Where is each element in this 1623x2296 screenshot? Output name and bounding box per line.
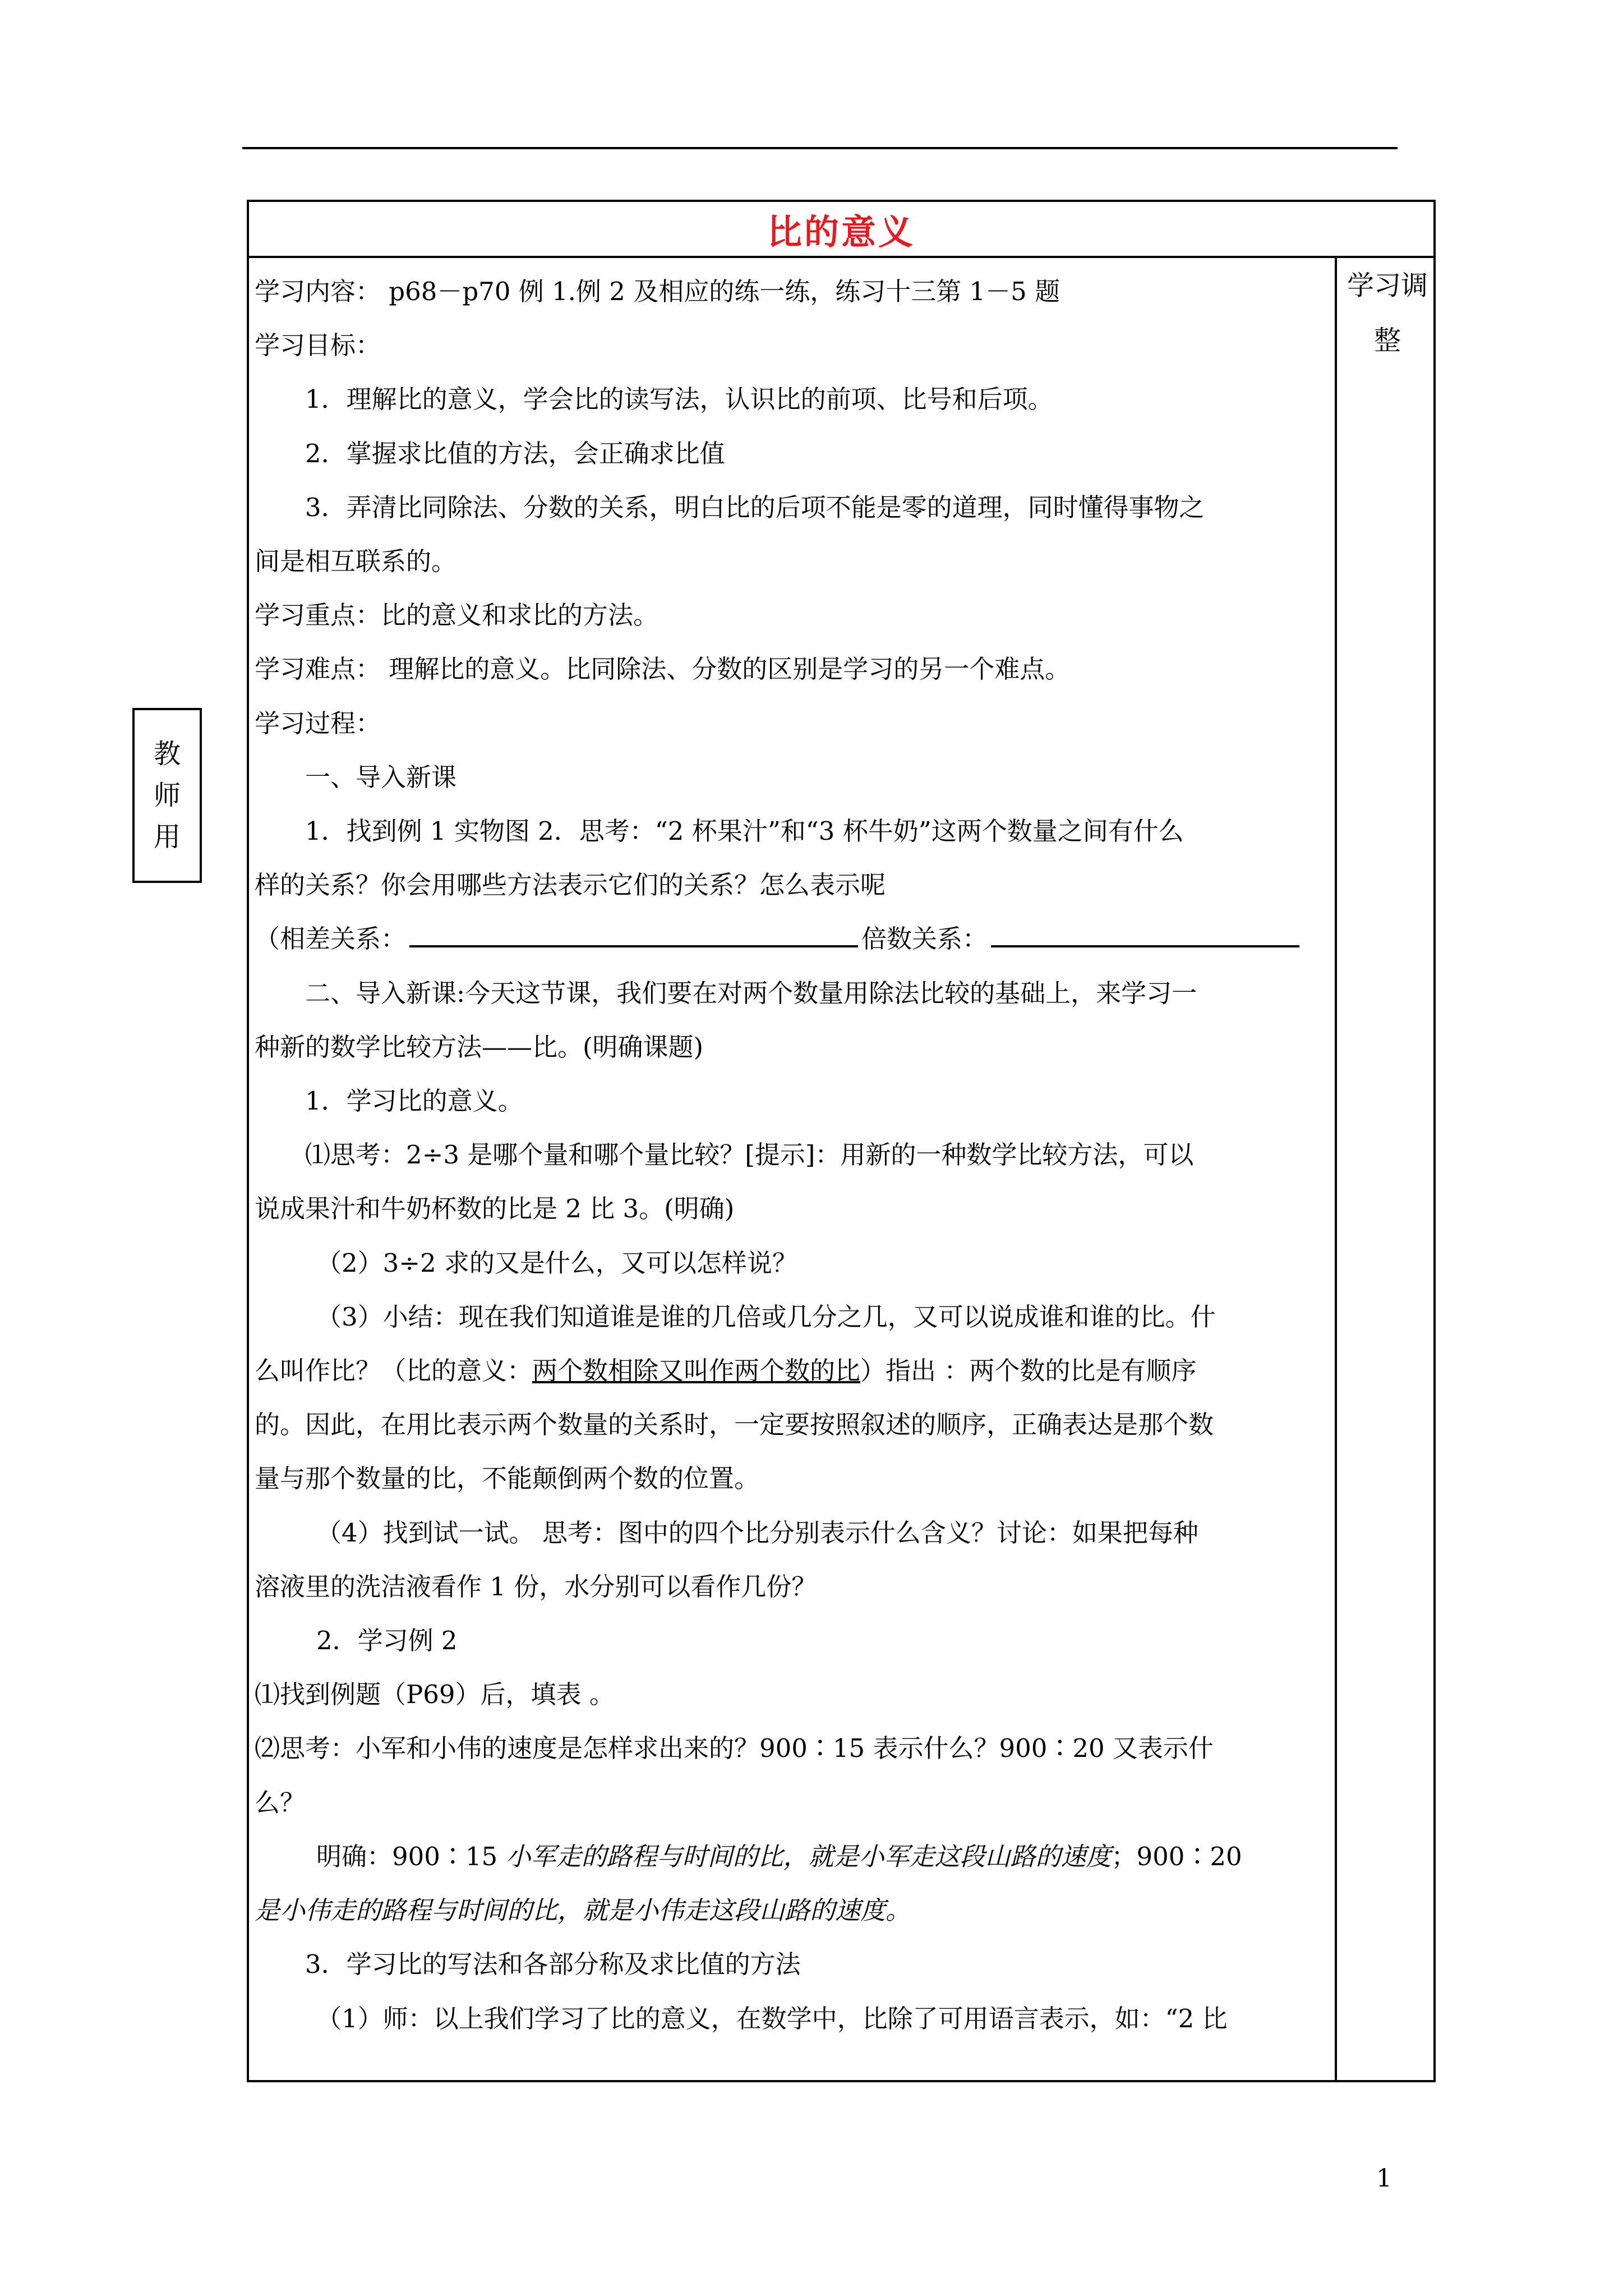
adjustment-header-line: 学习调	[1347, 270, 1428, 301]
paragraph-line: 说成果汁和牛奶杯数的比是 2 比 3。(明确)	[255, 1194, 735, 1224]
clarification-line	[255, 1830, 1331, 1884]
ratio-definition: 两个数相除又叫作两个数的比	[532, 1356, 861, 1386]
lesson-title: 比的意义	[767, 211, 915, 252]
fill-in-line	[255, 912, 1331, 966]
definition-suffix: ）指出 ：两个数的比是有顺序	[860, 1356, 1197, 1386]
lesson-content	[255, 265, 1331, 2046]
subsection-heading: 2．学习例 2	[316, 1626, 458, 1656]
goal-item: 2．掌握求比值的方法，会正确求比值	[305, 438, 725, 468]
paragraph-line: ⑴思考：2÷3 是哪个量和哪个量比较？[提示]：用新的一种数学比较方法，可以	[305, 1140, 1194, 1170]
side-label-char: 师	[153, 780, 181, 811]
key-point-line: 学习重点：比的意义和求比的方法。	[255, 600, 659, 631]
paragraph-line: 种新的数学比较方法——比。(明确课题)	[255, 1032, 704, 1062]
clarification-italic: 小军走的路程与时间的比，就是小军走这段山路的速度	[505, 1841, 1112, 1871]
lesson-table	[247, 200, 1436, 2082]
goal-item-continued: 间是相互联系的。	[255, 546, 457, 577]
paragraph-line: ⑴找到例题（P69）后，填表 。	[255, 1680, 615, 1710]
paragraph-line: 样的关系？你会用哪些方法表示它们的关系？怎么表示呢	[255, 870, 886, 900]
paragraph-line: 的。因此，在用比表示两个数量的关系时，一定要按照叙述的顺序，正确表达是那个数	[255, 1410, 1214, 1440]
paragraph-line: 溶液里的洗洁液看作 1 份，水分别可以看作几份？	[255, 1571, 817, 1602]
title-row	[249, 202, 1433, 258]
paragraph-line: 1．找到例 1 实物图 2．思考：“2 杯果汁”和“3 杯牛奶”这两个数量之间有什么	[305, 816, 1184, 846]
subsection-heading: 3．学习比的写法和各部分称及求比值的方法	[305, 1949, 801, 1980]
page-number: 1	[1376, 2164, 1392, 2193]
subsection-heading: 1．学习比的意义。	[305, 1086, 523, 1116]
difficulty-line: 学习难点： 理解比的意义。比同除法、分数的区别是学习的另一个难点。	[255, 654, 1071, 684]
section-heading: 二、导入新课:今天这节课，我们要在对两个数量用除法比较的基础上，来学习一	[305, 978, 1197, 1008]
definition-line	[255, 1344, 1331, 1398]
paragraph-line: （2）3÷2 求的又是什么，又可以怎样说？	[316, 1248, 797, 1278]
paragraph-line: （4）找到试一试。 思考：图中的四个比分别表示什么含义？讨论：如果把每种	[316, 1517, 1198, 1548]
section-heading: 一、导入新课	[305, 762, 457, 792]
goals-heading: 学习目标：	[255, 330, 381, 361]
difference-relation-blank[interactable]	[409, 919, 858, 947]
goal-item: 3．弄清比同除法、分数的关系，明白比的后项不能是零的道理，同时懂得事物之	[305, 492, 1205, 522]
multiple-relation-blank[interactable]	[991, 919, 1299, 947]
adjustment-column-header	[1339, 258, 1436, 368]
study-content-line: 学习内容： p68－p70 例 1.例 2 及相应的练一练，练习十三第 1－5 题	[255, 277, 1061, 306]
adjustment-header-line: 整	[1373, 325, 1401, 356]
goal-item: 1．理解比的意义，学会比的读写法，认识比的前项、比号和后项。	[305, 384, 1053, 415]
paragraph-line: ⑵思考：小军和小伟的速度是怎样求出来的？900∶15 表示什么？900∶20 又表示什	[255, 1733, 1214, 1764]
side-label-char: 教	[153, 738, 181, 770]
side-label-char: 用	[153, 821, 181, 853]
definition-prefix: 么叫作比？（比的意义：	[255, 1356, 533, 1386]
clarification-line-continued: 是小伟走的路程与时间的比，就是小伟走这段山路的速度。	[255, 1895, 911, 1926]
multiple-relation-label: 倍数关系：	[861, 924, 988, 954]
paragraph-line: 量与那个数量的比，不能颠倒两个数的位置。	[255, 1464, 760, 1494]
clarification-prefix: 明确：900∶15	[316, 1841, 506, 1871]
teacher-use-label	[132, 708, 202, 883]
paragraph-line: （3）小结：现在我们知道谁是谁的几倍或几分之几，又可以说成谁和谁的比。什	[316, 1301, 1216, 1332]
column-divider	[1335, 258, 1337, 2082]
clarification-suffix: ；900∶20	[1111, 1841, 1242, 1871]
paragraph-line: 么？	[255, 1787, 306, 1818]
process-heading: 学习过程：	[255, 708, 381, 738]
paragraph-line: （1）师：以上我们学习了比的意义，在数学中，比除了可用语言表示，如：“2 比	[316, 2003, 1228, 2033]
difference-relation-label: （相差关系：	[255, 924, 407, 954]
header-rule	[242, 147, 1398, 149]
